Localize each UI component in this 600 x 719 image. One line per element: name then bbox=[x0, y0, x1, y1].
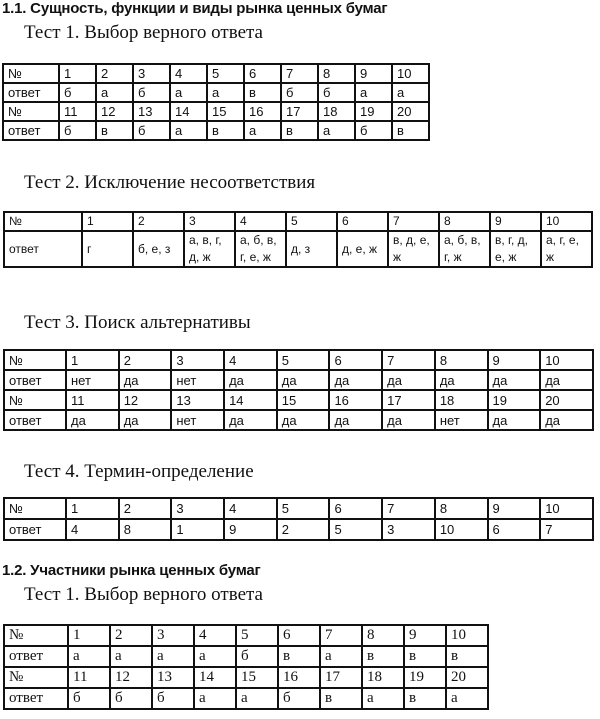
table-cell: б bbox=[236, 646, 278, 667]
table-cell: б bbox=[110, 688, 152, 709]
table-cell: 4 bbox=[66, 519, 119, 540]
table-cell: в bbox=[404, 646, 446, 667]
table-cell: б, е, з bbox=[133, 231, 184, 267]
table-cell: а bbox=[170, 83, 207, 102]
table-cell: 7 bbox=[281, 64, 318, 83]
row-label: № bbox=[3, 64, 59, 83]
table-cell: 10 bbox=[435, 519, 488, 540]
table-cell: 7 bbox=[540, 519, 593, 540]
row-label: ответ bbox=[3, 121, 59, 140]
row-label: № bbox=[4, 498, 66, 519]
number-row bbox=[4, 212, 592, 231]
row-label: № bbox=[4, 667, 68, 688]
s1-test4-table bbox=[3, 497, 594, 541]
table-cell: а bbox=[446, 688, 488, 709]
table-cell: 2 bbox=[119, 498, 172, 519]
table-cell: 10 bbox=[392, 64, 429, 83]
table-cell: д, з bbox=[286, 231, 337, 267]
table-cell: 15 bbox=[277, 390, 330, 410]
table-cell: да bbox=[329, 410, 382, 430]
table-cell: б bbox=[278, 688, 320, 709]
table-cell: да bbox=[277, 370, 330, 390]
table-cell: а bbox=[392, 83, 429, 102]
number-row bbox=[4, 667, 488, 688]
table-cell: а bbox=[318, 121, 355, 140]
table-cell: а bbox=[96, 83, 133, 102]
number-row bbox=[4, 498, 593, 519]
table-cell: да bbox=[277, 410, 330, 430]
answer-row bbox=[3, 121, 429, 140]
table-cell: в bbox=[278, 646, 320, 667]
table-cell: 1 bbox=[66, 350, 119, 370]
number-row bbox=[4, 390, 593, 410]
row-label: № bbox=[4, 350, 66, 370]
table-cell: 20 bbox=[446, 667, 488, 688]
table-cell: нет bbox=[171, 410, 224, 430]
table-cell: 4 bbox=[224, 498, 277, 519]
table-cell: в bbox=[207, 121, 244, 140]
table-cell: да bbox=[488, 370, 541, 390]
table-cell: 5 bbox=[207, 64, 244, 83]
table-cell: 2 bbox=[110, 625, 152, 646]
section-1-1-title: 1.1. Сущность, функции и виды рынка ценных бумаг bbox=[2, 0, 388, 17]
table-cell: 7 bbox=[382, 498, 435, 519]
row-label: ответ bbox=[4, 370, 66, 390]
table-cell: а bbox=[207, 83, 244, 102]
table-cell: б bbox=[133, 121, 170, 140]
row-label: № bbox=[3, 102, 59, 121]
table-cell: 16 bbox=[278, 667, 320, 688]
table-cell: а, б, в, г, е, ж bbox=[235, 231, 286, 267]
table-cell: 18 bbox=[318, 102, 355, 121]
table-cell: б bbox=[318, 83, 355, 102]
table-cell: 16 bbox=[244, 102, 281, 121]
table-cell: 3 bbox=[133, 64, 170, 83]
s2-test1-table bbox=[3, 624, 489, 710]
table-cell: 10 bbox=[540, 498, 593, 519]
table-cell: 11 bbox=[68, 667, 110, 688]
table-cell: да bbox=[119, 410, 172, 430]
table-cell: 3 bbox=[171, 498, 224, 519]
answer-row bbox=[4, 646, 488, 667]
table-cell: 12 bbox=[110, 667, 152, 688]
table-cell: 6 bbox=[337, 212, 388, 231]
table-cell: да bbox=[66, 410, 119, 430]
table-cell: 6 bbox=[329, 498, 382, 519]
table-cell: а bbox=[355, 83, 392, 102]
table-cell: в bbox=[362, 646, 404, 667]
table-cell: нет bbox=[435, 410, 488, 430]
table-cell: 8 bbox=[318, 64, 355, 83]
s1-test1-table bbox=[2, 63, 430, 141]
table-cell: 19 bbox=[404, 667, 446, 688]
section-1-2-title: 1.2. Участники рынка ценных бумаг bbox=[2, 562, 261, 579]
table-cell: 10 bbox=[540, 350, 593, 370]
number-row bbox=[4, 625, 488, 646]
table-cell: 8 bbox=[439, 212, 490, 231]
table-cell: 12 bbox=[119, 390, 172, 410]
s1-test1-title: Тест 1. Выбор верного ответа bbox=[24, 22, 263, 43]
table-cell: 15 bbox=[236, 667, 278, 688]
table-cell: да bbox=[224, 410, 277, 430]
table-cell: 3 bbox=[152, 625, 194, 646]
table-cell: 5 bbox=[329, 519, 382, 540]
table-cell: 15 bbox=[207, 102, 244, 121]
table-cell: в bbox=[392, 121, 429, 140]
table-cell: 17 bbox=[382, 390, 435, 410]
table-cell: 8 bbox=[119, 519, 172, 540]
row-label: ответ bbox=[4, 410, 66, 430]
table-cell: б bbox=[281, 83, 318, 102]
table-cell: в bbox=[320, 688, 362, 709]
table-cell: 9 bbox=[488, 498, 541, 519]
answer-row bbox=[4, 370, 593, 390]
table-cell: а bbox=[362, 688, 404, 709]
table-cell: а, б, в, г, ж bbox=[439, 231, 490, 267]
s1-test4-title: Тест 4. Термин-определение bbox=[24, 461, 254, 482]
table-cell: 18 bbox=[435, 390, 488, 410]
table-cell: да bbox=[224, 370, 277, 390]
table-cell: 13 bbox=[171, 390, 224, 410]
table-cell: 13 bbox=[133, 102, 170, 121]
table-cell: да bbox=[540, 370, 593, 390]
table-cell: 1 bbox=[171, 519, 224, 540]
answer-row bbox=[4, 519, 593, 540]
row-label: № bbox=[4, 625, 68, 646]
row-label: № bbox=[4, 390, 66, 410]
table-cell: а bbox=[236, 688, 278, 709]
table-cell: 19 bbox=[488, 390, 541, 410]
table-cell: а bbox=[244, 121, 281, 140]
table-cell: 9 bbox=[488, 350, 541, 370]
row-label: ответ bbox=[4, 519, 66, 540]
table-cell: 5 bbox=[277, 350, 330, 370]
table-cell: 4 bbox=[194, 625, 236, 646]
table-cell: 8 bbox=[435, 350, 488, 370]
table-cell: 4 bbox=[235, 212, 286, 231]
row-label: ответ bbox=[4, 231, 82, 267]
table-cell: а bbox=[194, 688, 236, 709]
table-cell: 16 bbox=[329, 390, 382, 410]
table-cell: а bbox=[110, 646, 152, 667]
table-cell: 8 bbox=[435, 498, 488, 519]
table-cell: 20 bbox=[392, 102, 429, 121]
table-cell: 20 bbox=[540, 390, 593, 410]
number-row bbox=[4, 350, 593, 370]
table-cell: 2 bbox=[96, 64, 133, 83]
row-label: № bbox=[4, 212, 82, 231]
table-cell: 4 bbox=[170, 64, 207, 83]
table-cell: 3 bbox=[171, 350, 224, 370]
row-label: ответ bbox=[4, 646, 68, 667]
table-cell: 6 bbox=[244, 64, 281, 83]
answer-row bbox=[4, 410, 593, 430]
table-cell: 17 bbox=[320, 667, 362, 688]
table-cell: 14 bbox=[224, 390, 277, 410]
table-cell: 18 bbox=[362, 667, 404, 688]
table-cell: в bbox=[244, 83, 281, 102]
table-cell: нет bbox=[66, 370, 119, 390]
table-cell: а, в, г, д, ж bbox=[184, 231, 235, 267]
table-cell: в bbox=[446, 646, 488, 667]
s2-test1-title: Тест 1. Выбор верного ответа bbox=[24, 584, 263, 605]
table-cell: в bbox=[96, 121, 133, 140]
number-row bbox=[3, 64, 429, 83]
table-cell: 5 bbox=[236, 625, 278, 646]
table-cell: 3 bbox=[184, 212, 235, 231]
table-cell: в, д, е, ж bbox=[388, 231, 439, 267]
s1-test2-table bbox=[3, 211, 593, 268]
table-cell: г bbox=[82, 231, 133, 267]
table-cell: д, е, ж bbox=[337, 231, 388, 267]
table-cell: 14 bbox=[170, 102, 207, 121]
table-cell: 9 bbox=[355, 64, 392, 83]
table-cell: да bbox=[540, 410, 593, 430]
number-row bbox=[3, 102, 429, 121]
table-cell: 14 bbox=[194, 667, 236, 688]
table-cell: 13 bbox=[152, 667, 194, 688]
table-cell: 1 bbox=[68, 625, 110, 646]
table-cell: 2 bbox=[133, 212, 184, 231]
table-cell: 19 bbox=[355, 102, 392, 121]
table-cell: 1 bbox=[59, 64, 96, 83]
s1-test3-table bbox=[3, 349, 594, 431]
table-cell: а bbox=[68, 646, 110, 667]
table-cell: 7 bbox=[320, 625, 362, 646]
table-cell: 9 bbox=[404, 625, 446, 646]
table-cell: 2 bbox=[277, 519, 330, 540]
table-cell: 7 bbox=[388, 212, 439, 231]
table-cell: да bbox=[119, 370, 172, 390]
table-cell: а bbox=[170, 121, 207, 140]
table-cell: да bbox=[435, 370, 488, 390]
row-label: ответ bbox=[4, 688, 68, 709]
table-cell: в bbox=[281, 121, 318, 140]
table-cell: б bbox=[59, 121, 96, 140]
s1-test3-title: Тест 3. Поиск альтернативы bbox=[24, 312, 251, 333]
s1-test2-title: Тест 2. Исключение несоответствия bbox=[24, 172, 316, 193]
table-cell: а bbox=[194, 646, 236, 667]
table-cell: 10 bbox=[541, 212, 592, 231]
table-cell: 9 bbox=[224, 519, 277, 540]
table-cell: да bbox=[329, 370, 382, 390]
table-cell: 8 bbox=[362, 625, 404, 646]
table-cell: 17 bbox=[281, 102, 318, 121]
table-cell: в bbox=[404, 688, 446, 709]
answer-row bbox=[4, 231, 592, 267]
table-cell: б bbox=[68, 688, 110, 709]
table-cell: б bbox=[133, 83, 170, 102]
table-cell: 11 bbox=[66, 390, 119, 410]
table-cell: а bbox=[152, 646, 194, 667]
table-cell: а, г, е, ж bbox=[541, 231, 592, 267]
table-cell: 6 bbox=[278, 625, 320, 646]
table-cell: б bbox=[59, 83, 96, 102]
table-cell: 11 bbox=[59, 102, 96, 121]
table-cell: а bbox=[320, 646, 362, 667]
answer-row bbox=[3, 83, 429, 102]
table-cell: 6 bbox=[488, 519, 541, 540]
table-cell: 7 bbox=[382, 350, 435, 370]
row-label: ответ bbox=[3, 83, 59, 102]
table-cell: 2 bbox=[119, 350, 172, 370]
table-cell: 1 bbox=[66, 498, 119, 519]
table-cell: да bbox=[488, 410, 541, 430]
table-cell: 9 bbox=[490, 212, 541, 231]
table-cell: 12 bbox=[96, 102, 133, 121]
table-cell: 1 bbox=[82, 212, 133, 231]
table-cell: 4 bbox=[224, 350, 277, 370]
answer-row bbox=[4, 688, 488, 709]
table-cell: 5 bbox=[286, 212, 337, 231]
table-cell: нет bbox=[171, 370, 224, 390]
table-cell: 3 bbox=[382, 519, 435, 540]
table-cell: 6 bbox=[329, 350, 382, 370]
table-cell: 5 bbox=[277, 498, 330, 519]
table-cell: да bbox=[382, 370, 435, 390]
table-cell: да bbox=[382, 410, 435, 430]
table-cell: в, г, д, е, ж bbox=[490, 231, 541, 267]
table-cell: б bbox=[355, 121, 392, 140]
table-cell: 10 bbox=[446, 625, 488, 646]
table-cell: б bbox=[152, 688, 194, 709]
